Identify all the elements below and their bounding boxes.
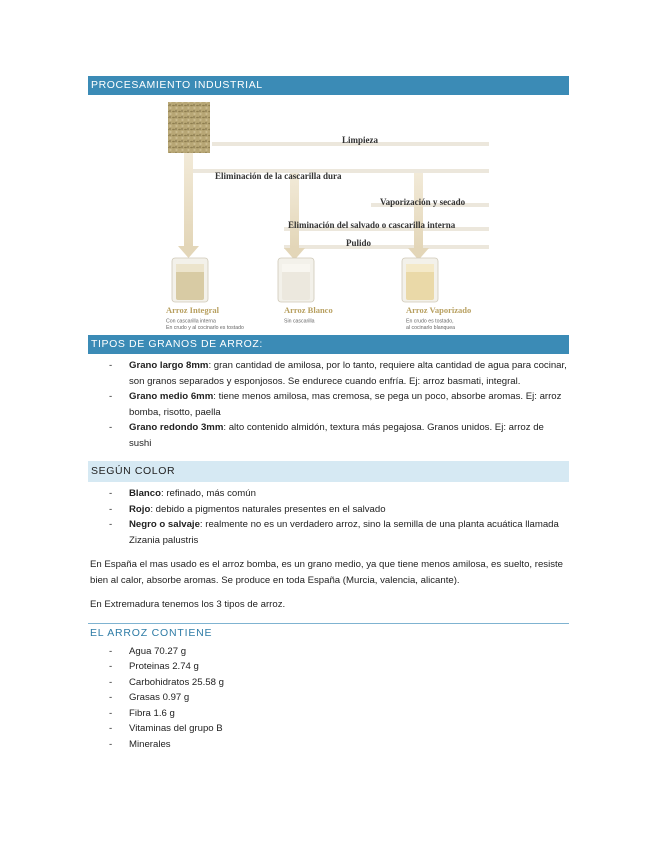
product-name-integral: Arroz Integral <box>166 305 219 315</box>
grain-types-list <box>88 358 569 451</box>
raw-rice-image <box>168 102 210 153</box>
list-item: - Grano largo 8mm: gran cantidad de amilosa, por lo tanto, requiere alta cantidad de agua para cocinar, son granos separados y esponjosos. Se endurece cuando enfría. Ej: arroz basmati, integral. <box>88 358 569 389</box>
product-name-vaporizado: Arroz Vaporizado <box>406 305 472 315</box>
jar-blanco <box>278 258 314 302</box>
document-page <box>88 76 569 752</box>
list-item: - Agua 70.27 g <box>88 644 569 660</box>
processing-diagram <box>88 98 569 331</box>
list-item: - Blanco: refinado, más común <box>88 486 569 502</box>
product-desc-integral-2: En crudo y al cocinarlo es tostado <box>166 325 244 331</box>
list-item: - Vitaminas del grupo B <box>88 721 569 737</box>
product-name-blanco: Arroz Blanco <box>284 305 333 315</box>
list-item: - Grano redondo 3mm: alto contenido almidón, textura más pegajosa. Granos unidos. Ej: arroz de sushi <box>88 420 569 451</box>
step-salvado: Eliminación del salvado o cascarilla interna <box>288 220 456 230</box>
paragraph-extremadura: En Extremadura tenemos los 3 tipos de arroz. <box>90 599 286 610</box>
flow-bar-pulido <box>284 245 489 249</box>
flow-arrow-integral <box>184 153 193 246</box>
step-cascarilla: Eliminación de la cascarilla dura <box>215 171 342 181</box>
composition-list <box>88 644 569 753</box>
step-vaporizacion: Vaporización y secado <box>380 197 466 207</box>
section-header-tipos: TIPOS DE GRANOS DE ARROZ: <box>88 335 569 354</box>
section-header-color: SEGÚN COLOR <box>88 461 569 482</box>
step-limpieza: Limpieza <box>342 135 378 145</box>
paragraph-espana: En España el mas usado es el arroz bomba, es un grano medio, ya que tiene menos amilosa, es suelto, resiste bien al calor, absorbe aromas. Se produce en toda España (Murcia, valencia, alicante). <box>90 559 564 586</box>
color-types-list <box>88 486 569 548</box>
processing-diagram-svg <box>88 98 569 331</box>
list-item: - Negro o salvaje: realmente no es un verdadero arroz, sino la semilla de una planta acuática llamada Zizania palustris <box>88 517 569 548</box>
list-item: - Rojo: debido a pigmentos naturales presentes en el salvado <box>88 502 569 518</box>
list-item: - Fibra 1.6 g <box>88 706 569 722</box>
list-item: - Proteinas 2.74 g <box>88 659 569 675</box>
list-item: - Minerales <box>88 737 569 753</box>
flow-arrow-blanco <box>290 173 299 248</box>
product-desc-vaporizado-1: En crudo es tostado, <box>406 318 454 325</box>
list-item: - Grano medio 6mm: tiene menos amilosa, mas cremosa, se pega un poco, absorbe aromas. Ej: arroz bomba, risotto, paella <box>88 389 569 420</box>
jar-vaporizado <box>402 258 438 302</box>
step-pulido: Pulido <box>346 238 372 248</box>
product-desc-blanco-1: Sin cascarilla <box>284 318 315 325</box>
section-header-procesamiento: PROCESAMIENTO INDUSTRIAL <box>88 76 569 95</box>
product-desc-vaporizado-2: al cocinarlo blanquea <box>406 325 456 331</box>
product-desc-integral-1: Con cascarilla interna <box>166 318 216 325</box>
list-item: - Grasas 0.97 g <box>88 690 569 706</box>
jar-integral <box>172 258 208 302</box>
list-item: - Carbohidratos 25.58 g <box>88 675 569 691</box>
flow-arrow-vaporizado <box>414 173 423 248</box>
section-header-contiene: EL ARROZ CONTIENE <box>88 623 569 639</box>
